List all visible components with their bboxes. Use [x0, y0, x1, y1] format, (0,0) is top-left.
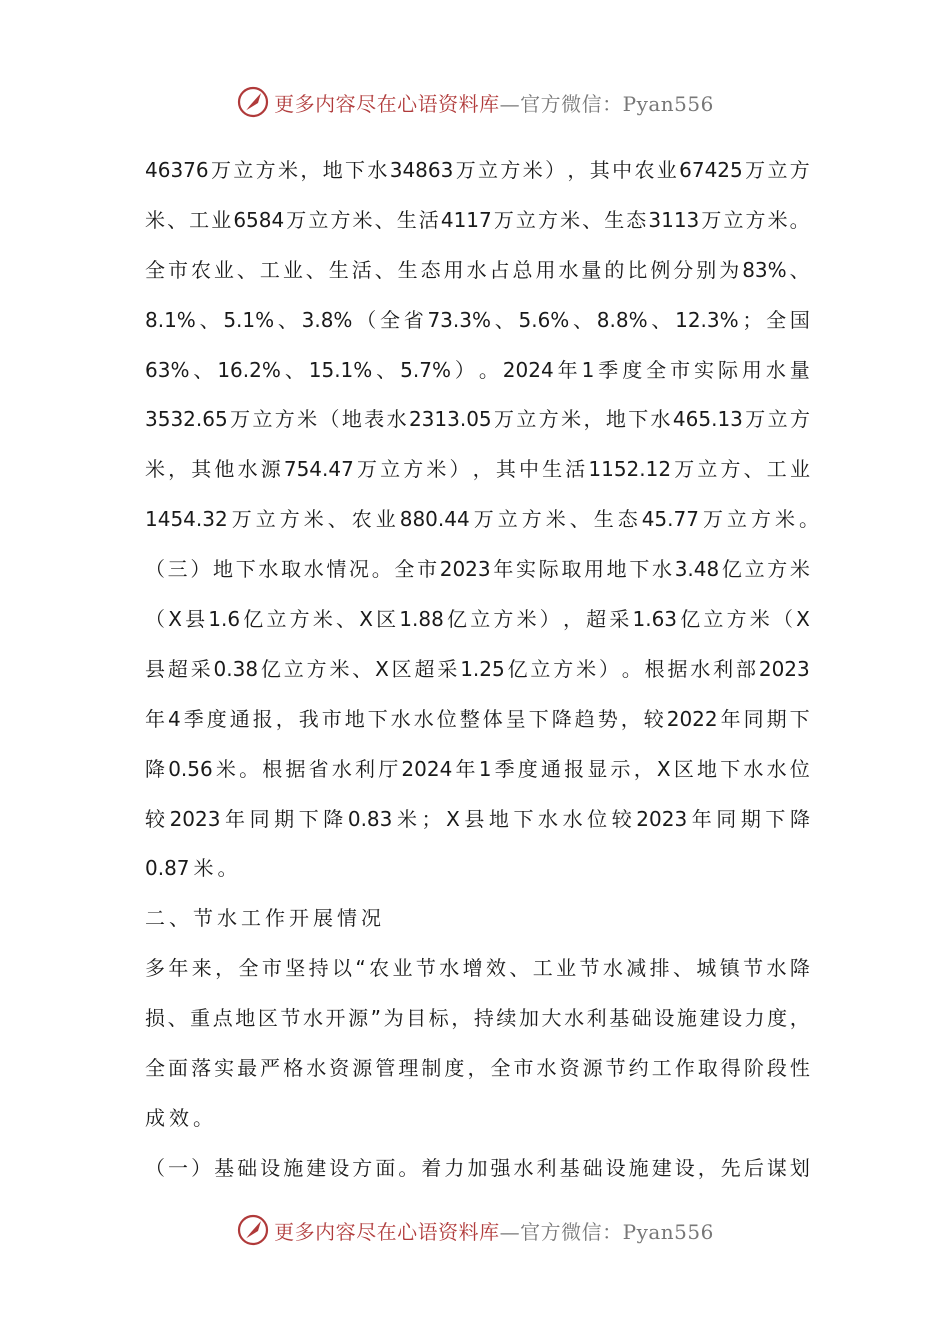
text-line: 全 市 农 业 、 工 业 、 生 活 、 生 态 用 水 占 总 用 水 量 的 比 例 分 别 为 83% 、: [145, 257, 810, 282]
watermark-contact: 官方微信：Pyan556: [520, 91, 714, 116]
watermark-brand: 更多内容尽在心语资料库: [274, 91, 500, 116]
text-line: 63% 、 16.2% 、 15.1% 、 5.7% ） 。 2024 年 1 季 度 全 市 实 际 用 水 量: [145, 357, 810, 382]
text-line: 3532.65 万 立 方 米 （ 地 表 水 2313.05 万 立 方 米 ， 地 下 水 465.13 万 立 方: [145, 407, 810, 432]
text-line: 二 、 节 水 工 作 开 展 情 况: [145, 906, 381, 931]
watermark-brand: 更多内容尽在心语资料库: [274, 1219, 500, 1244]
quill-logo-icon: [236, 85, 270, 119]
text-line: （ 一 ） 基 础 设 施 建 设 方 面 。 着 力 加 强 水 利 基 础 设 施 建 设 ， 先 后 谋 划: [145, 1155, 810, 1180]
text-line: 全 面 落 实 最 严 格 水 资 源 管 理 制 度 ， 全 市 水 资 源 节 约 工 作 取 得 阶 段 性: [145, 1056, 810, 1081]
text-line: 0.87 米 。: [145, 856, 238, 881]
text-line: 多 年 来 ， 全 市 坚 持 以 “ 农 业 节 水 增 效 、 工 业 节 水 减 排 、 城 镇 节 水 降: [145, 956, 810, 981]
watermark-header: [0, 82, 950, 122]
text-line: 损 、 重 点 地 区 节 水 开 源 ” 为 目 标 ， 持 续 加 大 水 利 基 础 设 施 建 设 力 度 ，: [145, 1006, 810, 1031]
text-line: 1454.32 万 立 方 米 、 农 业 880.44 万 立 方 米 、 生 态 45.77 万 立 方 米 。: [145, 507, 819, 532]
watermark-contact: 官方微信：Pyan556: [520, 1219, 714, 1244]
text-line: 年 4 季 度 通 报 ， 我 市 地 下 水 水 位 整 体 呈 下 降 趋 势 ， 较 2022 年 同 期 下: [145, 706, 810, 731]
text-line: 县 超 采 0.38 亿 立 方 米 、 X 区 超 采 1.25 亿 立 方 米 ） 。 根 据 水 利 部 2023: [145, 656, 810, 681]
watermark-dash: —: [499, 1219, 521, 1244]
document-body: [145, 146, 819, 1194]
text-line: 降 0.56 米 。 根 据 省 水 利 厅 2024 年 1 季 度 通 报 显 示 ， X 区 地 下 水 水 位: [145, 756, 810, 781]
text-line: 46376 万 立 方 米 ， 地 下 水 34863 万 立 方 米 ） ， 其 中 农 业 67425 万 立 方: [145, 158, 810, 182]
watermark-dash: —: [499, 91, 521, 116]
text-line: 较 2023 年 同 期 下 降 0.83 米 ； X 县 地 下 水 水 位 较 2023 年 同 期 下 降: [145, 806, 810, 831]
text-line: 米 ， 其 他 水 源 754.47 万 立 方 米 ） ， 其 中 生 活 1152.12 万 立 方 、 工 业: [145, 457, 810, 482]
text-line: 8.1% 、 5.1% 、 3.8% （ 全 省 73.3% 、 5.6% 、 8.8% 、 12.3% ； 全 国: [145, 307, 810, 332]
text-line: 成 效 。: [145, 1105, 213, 1130]
text-line: 米 、 工 业 6584 万 立 方 米 、 生 活 4117 万 立 方 米 、 生 态 3113 万 立 方 米 。: [145, 207, 810, 232]
watermark-footer: [0, 1210, 950, 1250]
text-line: （ X 县 1.6 亿 立 方 米 、 X 区 1.88 亿 立 方 米 ） ， 超 采 1.63 亿 立 方 米 （ X: [145, 607, 810, 632]
text-line: （ 三 ） 地 下 水 取 水 情 况 。 全 市 2023 年 实 际 取 用 地 下 水 3.48 亿 立 方 米: [145, 557, 810, 582]
quill-logo-icon: [236, 1213, 270, 1247]
